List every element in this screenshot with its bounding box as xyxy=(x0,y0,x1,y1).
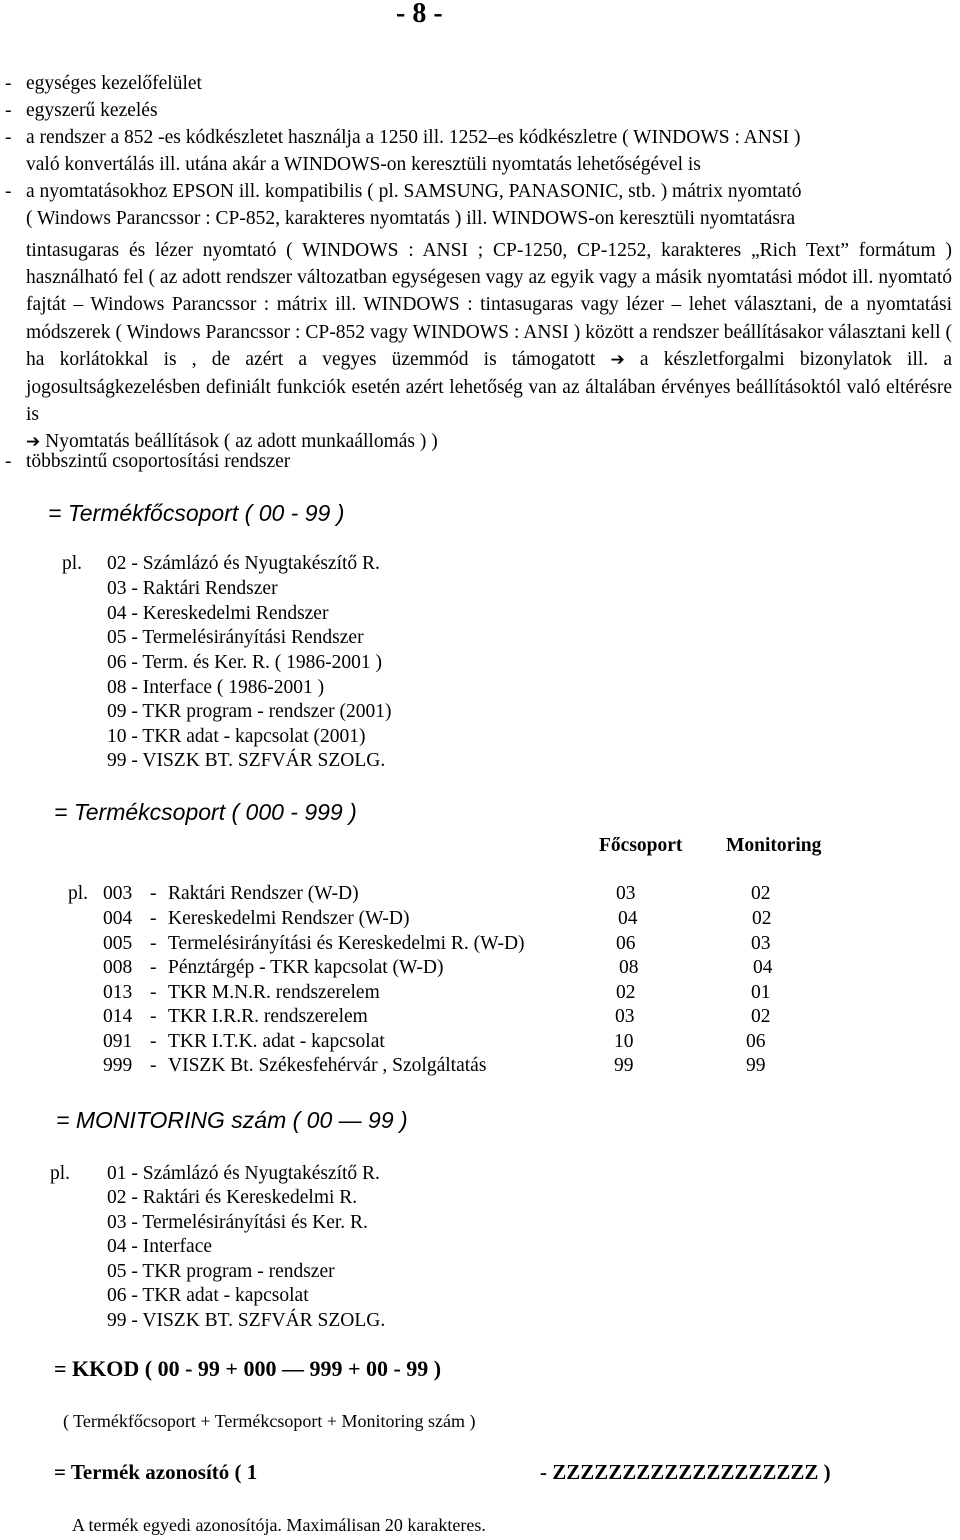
row-dash: - xyxy=(150,883,157,904)
bullet-dash: - xyxy=(5,181,12,202)
paragraph-text: Nyomtatás beállítások ( az adott munkaállomás ) ) xyxy=(45,431,438,453)
page-number: - 8 - xyxy=(396,0,443,29)
row-focsoport: 06 xyxy=(616,933,636,954)
list-item: 10 - TKR adat - kapcsolat (2001) xyxy=(107,726,366,747)
list-item: 05 - TKR program - rendszer xyxy=(107,1261,335,1282)
row-focsoport: 03 xyxy=(616,883,636,904)
row-dash: - xyxy=(150,1006,157,1027)
list-item: 02 - Raktári és Kereskedelmi R. xyxy=(107,1187,358,1208)
row-dash: - xyxy=(150,982,157,1003)
list-item: 01 - Számlázó és Nyugtakészítő R. xyxy=(107,1163,380,1184)
row-dash: - xyxy=(150,957,157,978)
bullet-text: a rendszer a 852 -es kódkészletet használja a 1250 ill. 1252–es kódkészletre ( WINDOWS : ANSI ) xyxy=(26,127,801,148)
bullet-dash: - xyxy=(5,73,12,94)
column-header-focsoport: Főcsoport xyxy=(599,835,683,856)
arrow-right-icon: ➔ xyxy=(610,349,625,370)
list-item: 06 - Term. és Ker. R. ( 1986-2001 ) xyxy=(107,652,383,673)
bullet-text: egyszerű kezelés xyxy=(26,100,158,121)
row-name: VISZK Bt. Székesfehérvár , Szolgáltatás xyxy=(168,1055,487,1076)
row-monitoring: 02 xyxy=(752,908,772,929)
bullet-dash: - xyxy=(5,127,12,148)
row-dash: - xyxy=(150,933,157,954)
row-focsoport: 02 xyxy=(616,982,636,1003)
row-name: Kereskedelmi Rendszer (W-D) xyxy=(168,908,410,929)
row-dash: - xyxy=(150,908,157,929)
product-id-label: = Termék azonosító ( 1 xyxy=(54,1460,258,1484)
row-code: 013 xyxy=(103,982,133,1003)
row-name: TKR M.N.R. rendszerelem xyxy=(168,982,380,1003)
list-item: 99 - VISZK BT. SZFVÁR SZOLG. xyxy=(107,1310,386,1331)
kkod-explanation: ( Termékfőcsoport + Termékcsoport + Monitoring szám ) xyxy=(63,1411,476,1431)
bullet-text: a nyomtatásokhoz EPSON ill. kompatibilis ( pl. SAMSUNG, PANASONIC, stb. ) mátrix nyomtató xyxy=(26,181,802,202)
row-code: 008 xyxy=(103,957,133,978)
row-monitoring: 02 xyxy=(751,1006,771,1027)
row-name: TKR I.R.R. rendszerelem xyxy=(168,1006,368,1027)
section-heading: = Termékfőcsoport ( 00 - 99 ) xyxy=(48,500,345,526)
paragraph-text: tintasugaras és lézer nyomtató ( WINDOWS : ANSI ; CP-1250, CP-1252, karakteres „Rich Text” formátum ) használható fel ( az adott rendszer változatban egységesen vagy az egyik vagy a másik nyomtatási módot ill. nyomtató fajtát – Windows Parancssor : mátrix ill. WINDOWS : tintasugaras vagy lézer – lehet választani, de a nyomtatási módszerek ( Windows Parancssor : CP-852 vagy WINDOWS : ANSI ) között a rendszer beállításakor választani kell ( ha korlátokkal is , de azért a vegyes üzemmód is támogatott xyxy=(26,240,952,370)
row-code: 003 xyxy=(103,883,133,904)
row-focsoport: 03 xyxy=(615,1006,635,1027)
bullet-continuation: való konvertálás ill. utána akár a WINDOWS-on keresztüli nyomtatás lehetőségével is xyxy=(26,154,701,175)
row-name: Raktári Rendszer (W-D) xyxy=(168,883,359,904)
section-heading: = Termékcsoport ( 000 - 999 ) xyxy=(54,799,357,825)
row-dash: - xyxy=(150,1055,157,1076)
row-dash: - xyxy=(150,1031,157,1052)
bullet-continuation: ( Windows Parancssor : CP-852, karakteres nyomtatás ) ill. WINDOWS-on keresztüli nyomtatásra xyxy=(26,208,796,229)
example-prefix: pl. xyxy=(62,553,83,574)
row-monitoring: 02 xyxy=(751,883,771,904)
list-item: 08 - Interface ( 1986-2001 ) xyxy=(107,677,325,698)
list-item: 03 - Termelésirányítási és Ker. R. xyxy=(107,1212,368,1233)
paragraph-text: a készletforgalmi bizonylatok ill. a jogosultságkezelésben definiált funkciók esetén azért lehetőség van az általában érvényes beállításoktól való eltérésre is xyxy=(26,348,953,426)
arrow-right-icon: ➔ xyxy=(26,432,41,453)
list-item: 05 - Termelésirányítási Rendszer xyxy=(107,627,364,648)
printing-paragraph xyxy=(26,237,952,457)
section-heading: = MONITORING szám ( 00 — 99 ) xyxy=(56,1107,408,1133)
list-item: 04 - Interface xyxy=(107,1236,213,1257)
bullet-dash: - xyxy=(5,100,12,121)
row-focsoport: 04 xyxy=(618,908,638,929)
column-header-monitoring: Monitoring xyxy=(726,835,822,856)
example-prefix: pl. xyxy=(68,883,89,904)
list-item: 99 - VISZK BT. SZFVÁR SZOLG. xyxy=(107,750,386,771)
list-item: 03 - Raktári Rendszer xyxy=(107,578,278,599)
row-monitoring: 99 xyxy=(746,1055,766,1076)
product-id-note: A termék egyedi azonosítója. Maximálisan 20 karakteres. xyxy=(72,1515,486,1535)
row-focsoport: 99 xyxy=(614,1055,634,1076)
row-name: Pénztárgép - TKR kapcsolat (W-D) xyxy=(168,957,444,978)
row-code: 005 xyxy=(103,933,133,954)
row-name: Termelésirányítási és Kereskedelmi R. (W-D) xyxy=(168,933,525,954)
row-code: 014 xyxy=(103,1006,133,1027)
row-focsoport: 10 xyxy=(614,1031,634,1052)
list-item: 02 - Számlázó és Nyugtakészítő R. xyxy=(107,553,380,574)
row-code: 091 xyxy=(103,1031,133,1052)
kkod-formula: = KKOD ( 00 - 99 + 000 — 999 + 00 - 99 ) xyxy=(54,1356,442,1381)
list-item: 06 - TKR adat - kapcsolat xyxy=(107,1285,309,1306)
list-item: 09 - TKR program - rendszer (2001) xyxy=(107,701,392,722)
row-code: 999 xyxy=(103,1055,133,1076)
row-name: TKR I.T.K. adat - kapcsolat xyxy=(168,1031,385,1052)
bullet-text: többszintű csoportosítási rendszer xyxy=(26,451,291,472)
row-monitoring: 01 xyxy=(751,982,771,1003)
list-item: 04 - Kereskedelmi Rendszer xyxy=(107,603,329,624)
bullet-text: egységes kezelőfelület xyxy=(26,73,202,94)
row-monitoring: 03 xyxy=(751,933,771,954)
product-id-pattern: - ZZZZZZZZZZZZZZZZZZZ ) xyxy=(540,1460,831,1484)
row-monitoring: 06 xyxy=(746,1031,766,1052)
bullet-dash: - xyxy=(5,451,12,472)
row-monitoring: 04 xyxy=(753,957,773,978)
row-focsoport: 08 xyxy=(619,957,639,978)
row-code: 004 xyxy=(103,908,133,929)
example-prefix: pl. xyxy=(50,1163,71,1184)
